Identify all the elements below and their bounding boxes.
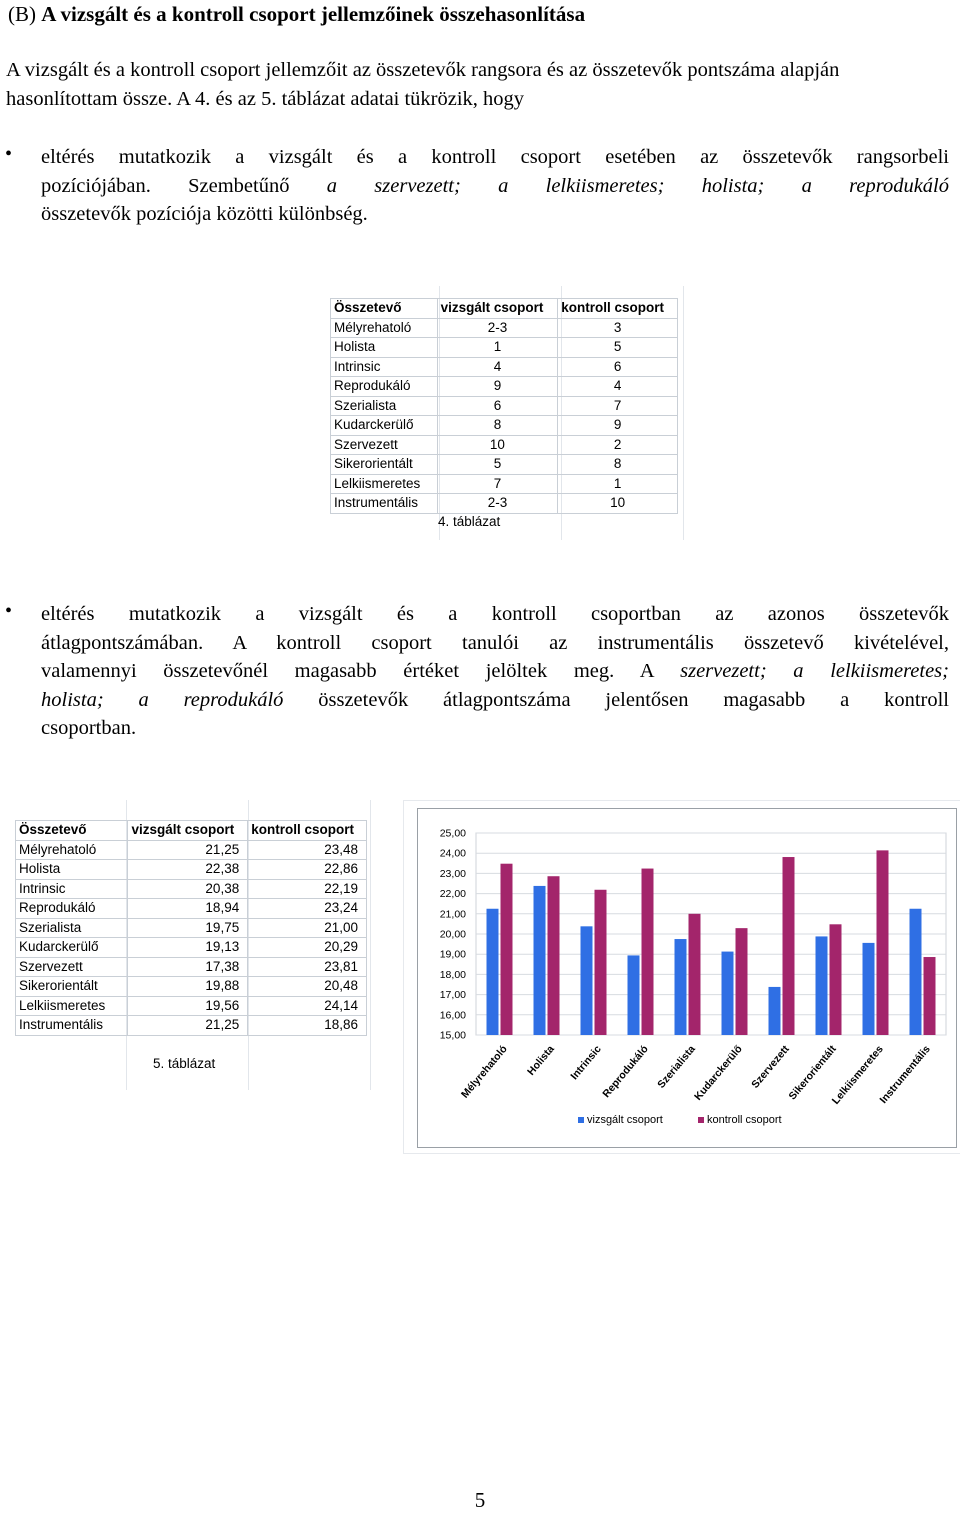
y-tick-label: 21,00 xyxy=(439,908,466,921)
bullet1-line3: összetevők pozíciója közötti különbség. xyxy=(41,203,368,225)
table-cell-label: Szervezett xyxy=(331,435,438,455)
bar-vizsgalt xyxy=(628,955,640,1035)
bullet-marker: • xyxy=(5,143,13,165)
table-cell-value: 22,38 xyxy=(128,860,248,880)
table-row xyxy=(331,435,678,455)
bullet-item-rank xyxy=(41,143,949,229)
table-4-sheet xyxy=(318,286,690,540)
table-row xyxy=(331,377,678,397)
table-cell-value: 21,00 xyxy=(248,918,367,938)
bar-chart xyxy=(417,808,957,1148)
table-row xyxy=(16,918,367,938)
bullet2-line3-plain: valamennyi összetevőnél magasabb értéket jelöltek meg. A xyxy=(41,660,681,682)
table-cell-label: Szervezett xyxy=(16,957,128,977)
x-tick-label: Holista xyxy=(525,1043,557,1078)
table-cell-value: 23,24 xyxy=(248,899,367,919)
bar-vizsgalt xyxy=(910,909,922,1035)
bullet2-line3-italic: szervezett; a lelkiismeretes; xyxy=(680,660,949,682)
bar-kontroll xyxy=(924,957,936,1035)
table-cell-value: 8 xyxy=(558,455,678,475)
table-cell-value: 3 xyxy=(558,318,678,338)
table-cell-label: Holista xyxy=(16,860,128,880)
table-header-cell: vizsgált csoport xyxy=(128,821,248,841)
section-title: A vizsgált és a kontroll csoport jellemzőinek összehasonlítása xyxy=(41,2,586,26)
table-cell-value: 17,38 xyxy=(128,957,248,977)
table-header-cell: Összetevő xyxy=(331,299,438,319)
table-header-cell: kontroll csoport xyxy=(558,299,678,319)
table-cell-value: 23,48 xyxy=(248,840,367,860)
legend-swatch xyxy=(578,1117,584,1123)
table-cell-value: 19,13 xyxy=(128,938,248,958)
table-cell-value: 7 xyxy=(437,474,558,494)
table-cell-label: Intrinsic xyxy=(331,357,438,377)
x-tick-label: Szerialista xyxy=(655,1043,698,1091)
table-row xyxy=(331,455,678,475)
table-row xyxy=(331,494,678,514)
y-tick-label: 19,00 xyxy=(439,948,466,961)
table-cell-value: 18,94 xyxy=(128,899,248,919)
bar-vizsgalt xyxy=(487,909,499,1035)
bar-vizsgalt xyxy=(675,939,687,1035)
table-cell-label: Mélyrehatoló xyxy=(331,318,438,338)
table-cell-value: 4 xyxy=(437,357,558,377)
bullet1-line1: eltérés mutatkozik a vizsgált és a kontroll csoport esetében az összetevők rangsorbeli xyxy=(41,146,949,168)
x-tick-label: Instrumentális xyxy=(877,1043,933,1106)
table-row xyxy=(331,338,678,358)
table-cell-value: 6 xyxy=(437,396,558,416)
bullet2-line4 xyxy=(41,686,949,715)
table-row xyxy=(16,977,367,997)
bar-vizsgalt xyxy=(722,952,734,1035)
table-cell-label: Kudarckerülő xyxy=(16,938,128,958)
table-cell-label: Reprodukáló xyxy=(16,899,128,919)
x-tick-label: Mélyrehatoló xyxy=(458,1043,510,1101)
table-cell-value: 9 xyxy=(437,377,558,397)
y-tick-label: 15,00 xyxy=(439,1029,466,1042)
bar-kontroll xyxy=(783,857,795,1035)
table-cell-value: 1 xyxy=(558,474,678,494)
table-cell-label: Intrinsic xyxy=(16,879,128,899)
x-tick-label: Intrinsic xyxy=(568,1043,604,1083)
bullet2-line4-plain: összetevők átlagpontszáma jelentősen magasabb a kontroll xyxy=(283,688,950,711)
bullet2-line1: eltérés mutatkozik a vizsgált és a kontroll csoportban az azonos összetevők xyxy=(41,603,949,625)
bar-kontroll xyxy=(736,928,748,1035)
table-cell-value: 8 xyxy=(437,416,558,436)
table-cell-value: 19,75 xyxy=(128,918,248,938)
y-tick-label: 24,00 xyxy=(439,847,466,860)
table-row xyxy=(16,938,367,958)
bullet1-line2-italic: a szervezett; a lelkiismeretes; holista; a reprodukáló xyxy=(326,174,949,197)
bullet1-line2-plain: pozíciójában. Szembetűnő xyxy=(41,174,327,197)
table-row xyxy=(16,996,367,1016)
table-cell-value: 6 xyxy=(558,357,678,377)
table-row xyxy=(331,396,678,416)
y-tick-label: 23,00 xyxy=(439,867,466,880)
table-cell-value: 5 xyxy=(558,338,678,358)
table-4-caption: 4. táblázat xyxy=(438,514,501,529)
table-cell-label: Sikerorientált xyxy=(16,977,128,997)
bullet-marker: • xyxy=(5,600,13,622)
bar-kontroll xyxy=(830,924,842,1035)
intro-paragraph: A vizsgált és a kontroll csoport jellemzőit az összetevők rangsora és az összetevők pontszáma alapján hasonlítottam össze. A 4. és az 5. táblázat adatai tükrözik, hogy xyxy=(6,59,840,110)
table-header-cell: vizsgált csoport xyxy=(437,299,558,319)
table-row xyxy=(16,899,367,919)
table-cell-value: 2-3 xyxy=(437,318,558,338)
bar-kontroll xyxy=(689,914,701,1035)
table-cell-value: 21,25 xyxy=(128,840,248,860)
table-header-cell: kontroll csoport xyxy=(248,821,367,841)
y-tick-label: 16,00 xyxy=(439,1009,466,1022)
table-header-row xyxy=(331,299,678,319)
page-number: 5 xyxy=(474,1488,486,1512)
table-row xyxy=(16,1016,367,1036)
y-tick-label: 22,00 xyxy=(439,888,466,901)
bullet2-line4-italic: holista; a reprodukáló xyxy=(41,688,284,711)
bullet-item-score xyxy=(41,600,949,743)
table-cell-value: 5 xyxy=(437,455,558,475)
bullet2-line2: átlagpontszámában. A kontroll csoport tanulói az instrumentális összetevő kivételével, xyxy=(41,631,949,654)
table-cell-label: Lelkiismeretes xyxy=(331,474,438,494)
section-heading xyxy=(8,2,585,27)
table-row xyxy=(16,840,367,860)
table-cell-label: Sikerorientált xyxy=(331,455,438,475)
y-tick-label: 20,00 xyxy=(439,928,466,941)
table-cell-value: 10 xyxy=(437,435,558,455)
table-cell-value: 19,88 xyxy=(128,977,248,997)
bar-vizsgalt xyxy=(863,943,875,1035)
table-cell-value: 19,56 xyxy=(128,996,248,1016)
x-tick-label: Lelkiismeretes xyxy=(829,1043,886,1107)
y-tick-label: 17,00 xyxy=(439,989,466,1002)
table-row xyxy=(331,474,678,494)
bar-vizsgalt xyxy=(534,886,546,1035)
x-tick-label: Kudarckerülő xyxy=(692,1043,745,1103)
table-cell-value: 20,38 xyxy=(128,879,248,899)
legend-label: kontroll csoport xyxy=(707,1114,782,1126)
table-cell-value: 10 xyxy=(558,494,678,514)
table-cell-value: 23,81 xyxy=(248,957,367,977)
table-cell-value: 18,86 xyxy=(248,1016,367,1036)
table-header-row xyxy=(16,821,367,841)
table-cell-label: Holista xyxy=(331,338,438,358)
table-cell-label: Reprodukáló xyxy=(331,377,438,397)
bar-kontroll xyxy=(642,869,654,1035)
table-cell-value: 22,19 xyxy=(248,879,367,899)
y-tick-label: 18,00 xyxy=(439,968,466,981)
bar-vizsgalt xyxy=(581,926,593,1035)
table-cell-label: Instrumentális xyxy=(331,494,438,514)
table-row xyxy=(331,416,678,436)
bar-kontroll xyxy=(595,890,607,1035)
table-header-cell: Összetevő xyxy=(16,821,128,841)
table-cell-value: 7 xyxy=(558,396,678,416)
bullet1-line2 xyxy=(41,172,949,201)
table-row xyxy=(331,318,678,338)
table-row xyxy=(16,860,367,880)
table-cell-label: Lelkiismeretes xyxy=(16,996,128,1016)
table-4 xyxy=(330,298,678,514)
bar-kontroll xyxy=(548,876,560,1035)
table-cell-label: Szerialista xyxy=(331,396,438,416)
table-cell-value: 2 xyxy=(558,435,678,455)
bar-chart-svg xyxy=(418,809,956,1147)
x-tick-label: Reprodukáló xyxy=(600,1043,651,1101)
table-cell-value: 24,14 xyxy=(248,996,367,1016)
legend-label: vizsgált csoport xyxy=(587,1114,663,1126)
table-5 xyxy=(15,820,367,1036)
table-row xyxy=(16,879,367,899)
bar-vizsgalt xyxy=(816,936,828,1035)
table-cell-label: Szerialista xyxy=(16,918,128,938)
table-cell-label: Mélyrehatoló xyxy=(16,840,128,860)
table-row xyxy=(331,357,678,377)
legend-swatch xyxy=(698,1117,704,1123)
x-tick-label: Sikerorientált xyxy=(786,1043,839,1103)
bullet2-line3 xyxy=(41,657,949,686)
table-cell-value: 20,48 xyxy=(248,977,367,997)
table-cell-value: 22,86 xyxy=(248,860,367,880)
y-tick-label: 25,00 xyxy=(439,827,466,840)
table-cell-value: 1 xyxy=(437,338,558,358)
bar-kontroll xyxy=(501,864,513,1035)
table-cell-value: 20,29 xyxy=(248,938,367,958)
table-cell-value: 9 xyxy=(558,416,678,436)
table-cell-value: 4 xyxy=(558,377,678,397)
bullet2-line5: csoportban. xyxy=(41,717,137,739)
section-prefix: (B) xyxy=(8,2,36,26)
table-cell-label: Instrumentális xyxy=(16,1016,128,1036)
bar-kontroll xyxy=(877,850,889,1035)
x-tick-label: Szervezett xyxy=(749,1043,792,1091)
table-5-sheet xyxy=(5,800,393,1090)
bar-vizsgalt xyxy=(769,987,781,1035)
table-row xyxy=(16,957,367,977)
table-5-caption: 5. táblázat xyxy=(153,1056,216,1071)
table-cell-value: 21,25 xyxy=(128,1016,248,1036)
table-cell-label: Kudarckerülő xyxy=(331,416,438,436)
table-cell-value: 2-3 xyxy=(437,494,558,514)
